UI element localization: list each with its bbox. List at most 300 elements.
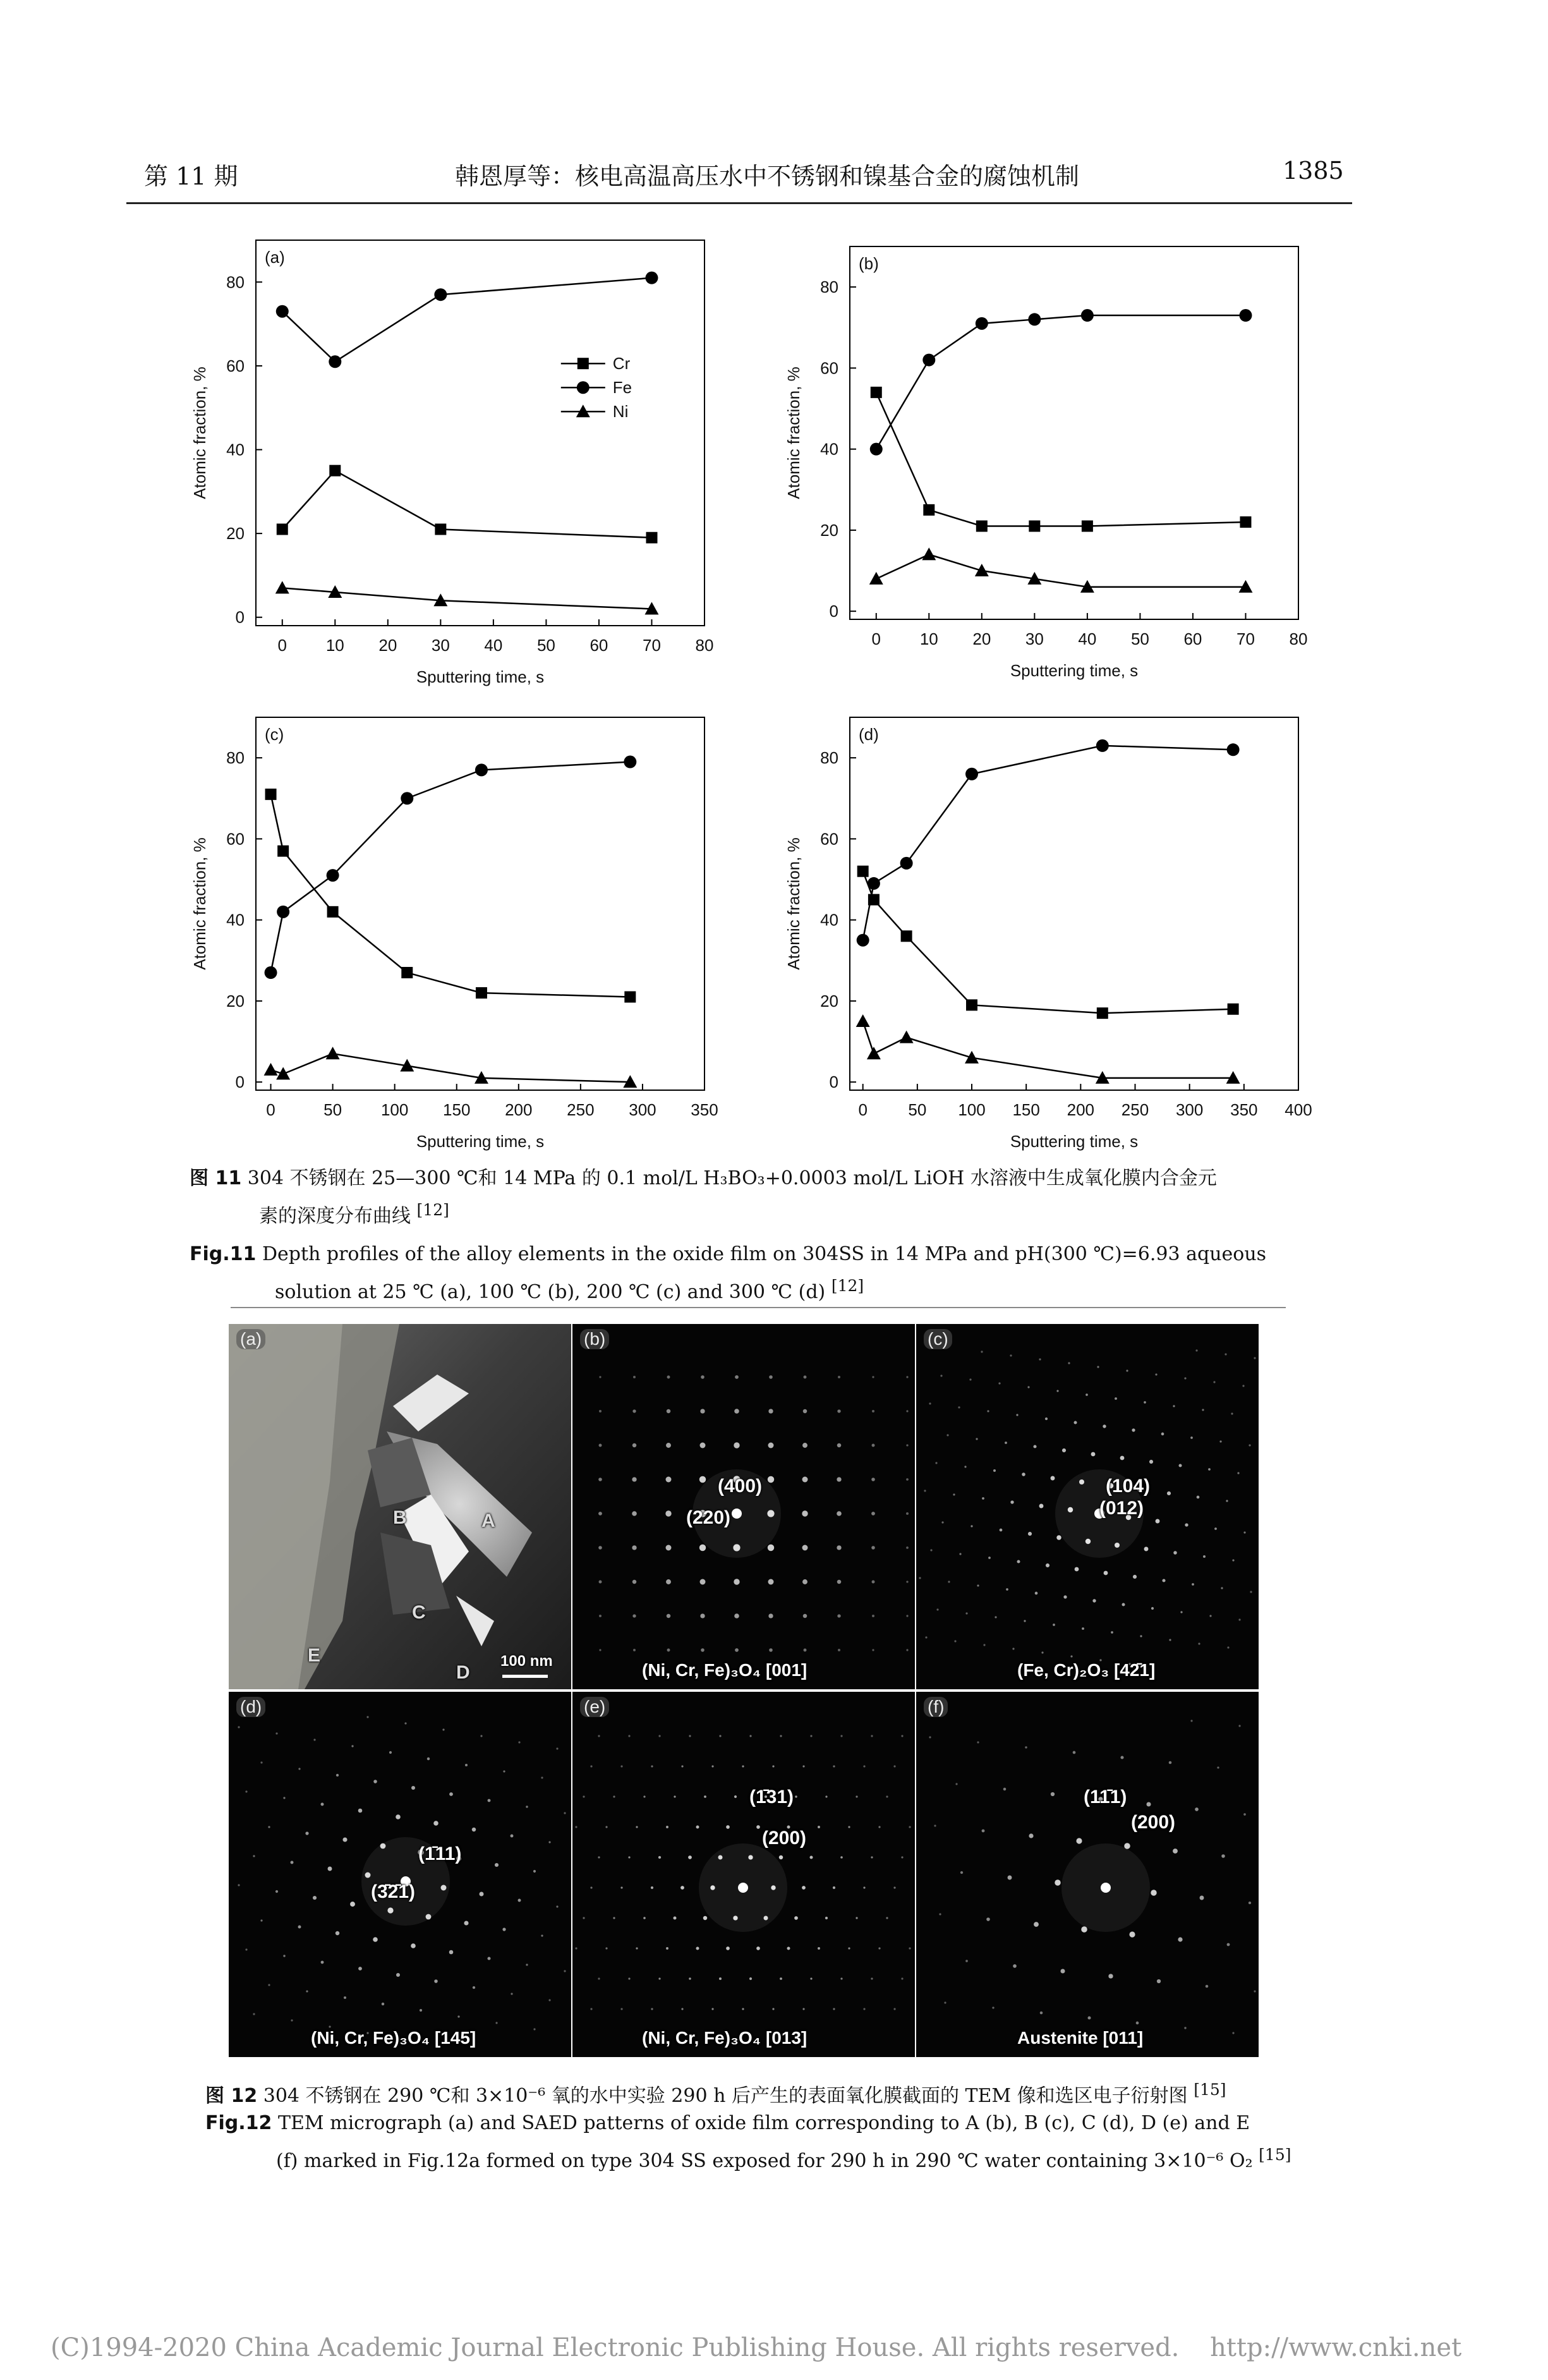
- diffraction-spot: [1133, 1575, 1137, 1579]
- diffraction-spot: [651, 1886, 653, 1889]
- diffraction-spot: [590, 2008, 592, 2010]
- diffraction-spot: [434, 1979, 437, 1982]
- series-line-ni: [271, 1053, 631, 1082]
- cnki-url[interactable]: http://www.cnki.net: [1210, 2333, 1462, 2362]
- diffraction-spot: [1178, 1464, 1182, 1467]
- diffraction-spot: [886, 1917, 888, 1919]
- diffraction-spot: [906, 1512, 909, 1515]
- diffraction-spot: [495, 1863, 499, 1867]
- x-tick-label: 150: [1012, 1100, 1040, 1119]
- diffraction-spot: [599, 1410, 602, 1412]
- diffraction-spot: [749, 1735, 751, 1737]
- copyright-footer: [51, 2333, 1461, 2362]
- diffraction-spot: [818, 1947, 820, 1950]
- diffraction-spot: [427, 1758, 430, 1760]
- diffraction-spot: [1082, 1627, 1084, 1630]
- diffraction-spot: [856, 1795, 857, 1797]
- diffraction-spot: [872, 1410, 874, 1412]
- diffraction-spot: [886, 1795, 888, 1797]
- diffraction-spot: [599, 1615, 602, 1617]
- diffraction-spot: [977, 1741, 979, 1743]
- diffraction-spot: [373, 1937, 378, 1942]
- diffraction-spot: [969, 1378, 971, 1380]
- diffraction-spot: [598, 1512, 602, 1515]
- x-tick-label: 80: [695, 636, 714, 655]
- diffraction-spot: [526, 1806, 528, 1807]
- diffraction-spot: [1250, 1591, 1252, 1593]
- plot-frame: [850, 246, 1298, 619]
- panel-label-e: (e): [580, 1697, 609, 1717]
- diffraction-spot: [674, 1795, 675, 1797]
- series-line-cr: [863, 871, 1233, 1013]
- diffraction-spot: [632, 1477, 636, 1481]
- diffraction-spot: [632, 1511, 637, 1516]
- diffraction-spot: [768, 1443, 774, 1448]
- diffraction-spot: [1178, 1937, 1182, 1941]
- diffraction-spot: [420, 2009, 422, 2012]
- diffraction-spot: [666, 1477, 672, 1483]
- diffraction-spot: [1076, 1838, 1082, 1843]
- data-point-fe: [329, 355, 341, 368]
- diffraction-spot: [1005, 1442, 1007, 1444]
- diffraction-spot: [825, 1917, 828, 1919]
- data-point-cr: [976, 521, 988, 532]
- diffraction-spot: [1132, 1428, 1135, 1431]
- data-point-ni: [275, 581, 289, 593]
- diffraction-spot: [704, 1795, 706, 1798]
- diffraction-spot: [1115, 1543, 1120, 1548]
- data-point-cr: [871, 387, 882, 398]
- diffraction-spot: [1238, 1725, 1240, 1727]
- diffraction-spots: [572, 1692, 915, 2057]
- diffraction-spot: [726, 1825, 730, 1829]
- diffraction-spot: [1213, 1381, 1215, 1383]
- diffraction-spot: [802, 1443, 807, 1448]
- x-tick-label: 40: [484, 636, 503, 655]
- diffraction-spots: [916, 1692, 1259, 2057]
- data-point-cr: [901, 930, 912, 942]
- diffraction-spot: [1221, 1587, 1223, 1589]
- fig12-en-line1: TEM micrograph (a) and SAED patterns of oxide film corresponding to A (b), B (c), C (d), D (e) and E: [277, 2112, 1250, 2134]
- diffraction-spot: [666, 1579, 671, 1584]
- fig11-en-line2: solution at 25 ℃ (a), 100 ℃ (b), 200 ℃ (c) and 300 ℃ (d): [275, 1281, 826, 1303]
- phase-label-d: (Ni, Cr, Fe)₃O₄ [145]: [311, 2028, 476, 2048]
- diffraction-spot: [658, 1977, 660, 1979]
- diffraction-spot: [1184, 2027, 1186, 2029]
- diffraction-spot: [960, 1871, 963, 1874]
- x-tick-label: 0: [277, 636, 287, 655]
- diffraction-spot: [965, 1612, 967, 1614]
- panel-label-f: (f): [924, 1697, 948, 1717]
- diffraction-spot: [1068, 1507, 1073, 1512]
- diffraction-spot: [1070, 1655, 1072, 1657]
- diffraction-spot: [803, 1614, 807, 1618]
- diffraction-spot: [768, 1579, 774, 1585]
- x-tick-label: 0: [266, 1100, 275, 1119]
- diffraction-spot: [449, 1792, 453, 1796]
- diffraction-spot: [909, 1947, 910, 1949]
- diffraction-spot: [779, 1855, 783, 1859]
- diffraction-spot: [837, 1409, 840, 1412]
- diffraction-spot: [1051, 1792, 1055, 1796]
- region-label-d: D: [456, 1662, 470, 1683]
- tem-micrograph-a: [229, 1324, 571, 1689]
- diffraction-spot: [1190, 1436, 1193, 1439]
- diffraction-spot: [382, 2003, 384, 2005]
- fig11-label-en: Fig.11: [190, 1243, 257, 1265]
- diffraction-spot: [1126, 1369, 1128, 1371]
- diffraction-spot: [1060, 1969, 1065, 1973]
- plot-frame: [850, 717, 1298, 1090]
- diffraction-spot: [590, 1886, 592, 1888]
- data-point-ni: [869, 572, 883, 585]
- diffraction-spot: [321, 1961, 324, 1964]
- diffraction-spot: [260, 1919, 262, 1921]
- data-point-ni: [264, 1063, 278, 1076]
- diffraction-spot: [238, 1884, 239, 1886]
- diffraction-spot: [564, 1970, 565, 1972]
- diffraction-spot: [1000, 1529, 1003, 1532]
- diffraction-spot: [457, 2015, 459, 2017]
- diffraction-spot: [1185, 1523, 1188, 1526]
- diffraction-spot: [794, 1916, 798, 1920]
- diffraction-spot: [472, 1828, 476, 1831]
- series-line-fe: [876, 315, 1246, 449]
- diffraction-spot: [283, 1797, 285, 1799]
- diffraction-spot: [643, 1917, 646, 1919]
- diffraction-spot: [541, 1776, 543, 1778]
- diffraction-spot: [1180, 1611, 1182, 1613]
- y-tick-label: 80: [226, 272, 245, 292]
- phase-label-c: (Fe, Cr)₂O₃ [42̄1]: [1017, 1660, 1156, 1680]
- diffraction-spot: [681, 1765, 683, 1767]
- diffraction-spot: [556, 1905, 558, 1907]
- diffraction-spot: [983, 1644, 985, 1646]
- data-point-fe: [434, 288, 447, 301]
- diffraction-spot: [620, 1765, 622, 1767]
- diffraction-spot: [1232, 2032, 1234, 2034]
- diffraction-spot: [396, 1814, 401, 1819]
- diffraction-spot: [769, 1648, 773, 1652]
- spot-label-321: (3̄2̄1): [371, 1881, 416, 1902]
- diffraction-spot: [1136, 2022, 1139, 2025]
- diffraction-spot: [1033, 1445, 1036, 1448]
- saed-pattern-b: [572, 1324, 915, 1689]
- diffraction-spot: [700, 1579, 706, 1585]
- diffraction-spot: [1208, 1468, 1211, 1471]
- diffraction-spot: [365, 1873, 371, 1878]
- data-point-fe: [900, 857, 913, 870]
- diffraction-spot: [1115, 1397, 1117, 1400]
- diffraction-spot: [1167, 1491, 1171, 1495]
- diffraction-spot: [711, 1765, 713, 1767]
- diffraction-spot: [599, 1649, 601, 1651]
- diffraction-spot: [681, 2008, 683, 2010]
- tem-image: [229, 1324, 571, 1689]
- data-point-fe: [922, 354, 935, 367]
- diffraction-spot: [583, 1917, 584, 1919]
- diffraction-spot: [260, 1761, 262, 1763]
- data-point-ni: [900, 1031, 914, 1043]
- diffraction-spot: [605, 1826, 607, 1828]
- diffraction-spot: [328, 1867, 332, 1871]
- diffraction-spot: [948, 1581, 950, 1582]
- x-tick-label: 20: [972, 629, 991, 648]
- diffraction-spot: [632, 1614, 636, 1617]
- data-point-cr: [1240, 516, 1251, 528]
- diffraction-spot: [1151, 1607, 1154, 1610]
- diffraction-spot: [1073, 1751, 1076, 1754]
- x-tick-label: 100: [958, 1100, 986, 1119]
- data-point-fe: [475, 763, 488, 776]
- diffraction-spot: [719, 1977, 722, 1980]
- y-tick-label: 0: [829, 1072, 838, 1092]
- diffraction-spot: [275, 1732, 277, 1734]
- spot-label-220: (220): [686, 1507, 731, 1528]
- diffraction-spot: [1120, 1756, 1123, 1759]
- fig12-en-line2: (f) marked in Fig.12a formed on type 304 SS exposed for 290 h in 290 ℃ water containing 3×10⁻⁶ O₂: [276, 2150, 1253, 2172]
- diffraction-spot: [1091, 1452, 1096, 1457]
- series-line-cr: [282, 471, 652, 538]
- diffraction-spot: [1056, 1535, 1061, 1540]
- y-tick-label: 0: [829, 602, 838, 621]
- diffraction-spot: [1249, 1902, 1251, 1904]
- diffraction-spot: [901, 1856, 903, 1858]
- diffraction-spot: [1217, 1766, 1219, 1768]
- diffraction-spot: [946, 1434, 948, 1436]
- fig11-label-cn: 图 11: [190, 1167, 242, 1189]
- diffraction-spot: [981, 1351, 983, 1352]
- diffraction-spot: [992, 2007, 994, 2008]
- diffraction-spot: [1022, 1472, 1025, 1476]
- diffraction-spot: [769, 1375, 773, 1379]
- diffraction-spot: [958, 1406, 960, 1408]
- diffraction-spot: [840, 1977, 842, 1979]
- diffraction-spot: [1161, 1433, 1164, 1436]
- diffraction-spot: [871, 1735, 873, 1737]
- diffraction-spot: [734, 1613, 739, 1618]
- diffraction-spot: [1156, 1519, 1160, 1524]
- diffraction-spot: [1243, 1813, 1246, 1816]
- diffraction-spot: [667, 1409, 671, 1414]
- diffraction-spot: [734, 1795, 737, 1798]
- diffraction-spot: [620, 2008, 622, 2010]
- spot-label-131: (1̄31): [749, 1787, 794, 1807]
- diffraction-spot: [342, 1837, 347, 1842]
- x-tick-label: 50: [324, 1100, 342, 1119]
- diffraction-spot: [833, 1765, 835, 1767]
- diffraction-spot: [1003, 1788, 1007, 1791]
- diffraction-spot: [1016, 1414, 1018, 1416]
- diffraction-spot: [575, 1826, 577, 1828]
- diffraction-spot: [298, 1926, 301, 1929]
- diffraction-spot: [533, 2028, 535, 2030]
- diffraction-spot: [726, 1946, 730, 1950]
- diffraction-spot: [719, 1735, 721, 1737]
- x-tick-label: 350: [1230, 1100, 1258, 1119]
- diffraction-spot: [666, 1443, 671, 1448]
- diffraction-spot: [620, 1886, 622, 1888]
- spot-label-400: (400): [718, 1476, 763, 1497]
- diffraction-spot: [768, 1613, 773, 1618]
- diffraction-spot: [503, 1770, 505, 1772]
- diffraction-spot: [518, 1899, 521, 1902]
- diffraction-spot: [733, 1544, 740, 1551]
- diffraction-spot: [930, 1549, 932, 1551]
- diffraction-spot: [909, 1826, 910, 1828]
- diffraction-spot: [1085, 1393, 1088, 1396]
- diffraction-spot: [837, 1545, 841, 1550]
- diffraction-spot: [893, 1886, 895, 1888]
- diffraction-spot: [291, 1861, 294, 1864]
- diffraction-spot: [1227, 1646, 1229, 1648]
- diffraction-spot: [658, 1735, 660, 1737]
- diffraction-spot: [268, 1826, 270, 1828]
- diffraction-spot: [1103, 1424, 1106, 1428]
- diffraction-spot: [953, 1493, 955, 1495]
- diffraction-spot: [598, 1546, 602, 1550]
- diffraction-spot: [995, 1616, 996, 1618]
- diffraction-spot: [1155, 1373, 1157, 1375]
- panel-label-d: (d): [236, 1697, 265, 1717]
- diffraction-spot: [838, 1649, 840, 1651]
- diffraction-spot: [929, 1402, 931, 1404]
- diffraction-spot: [1232, 1559, 1234, 1561]
- diffraction-spot: [541, 1934, 543, 1936]
- diffraction-spot: [1104, 1571, 1108, 1576]
- diffraction-spot: [1195, 1807, 1199, 1811]
- y-tick-label: 60: [226, 356, 245, 375]
- diffraction-spot: [473, 1986, 475, 1989]
- diffraction-spot: [1219, 1440, 1221, 1442]
- diffraction-spot: [934, 1824, 936, 1826]
- diffraction-spot: [993, 1469, 996, 1472]
- x-tick-label: 350: [691, 1100, 718, 1119]
- diffraction-spot: [1092, 1599, 1096, 1602]
- diffraction-spot: [1120, 1456, 1125, 1460]
- y-tick-label: 40: [820, 439, 838, 459]
- data-point-fe: [277, 906, 289, 918]
- region-label-e: E: [308, 1645, 321, 1666]
- diffraction-spot: [433, 1821, 438, 1826]
- data-point-fe: [1239, 309, 1252, 322]
- diffraction-spot: [940, 1375, 942, 1376]
- diffraction-spot: [426, 1914, 432, 1920]
- spot-label-104: (104): [1106, 1476, 1151, 1497]
- diffraction-spot: [1039, 1504, 1044, 1509]
- x-tick-label: 60: [1183, 629, 1202, 648]
- diffraction-spot: [1024, 1620, 1025, 1622]
- diffraction-spot: [564, 1812, 565, 1814]
- diffraction-spot: [1214, 1527, 1217, 1530]
- diffraction-spot: [924, 1490, 926, 1491]
- data-point-fe: [624, 756, 636, 768]
- diffraction-spot: [1041, 1651, 1043, 1653]
- diffraction-spot: [939, 1913, 941, 1915]
- diffraction-spot: [253, 1855, 255, 1857]
- diffraction-spot: [871, 1546, 875, 1550]
- data-point-cr: [327, 906, 339, 918]
- diffraction-spot: [872, 1649, 874, 1651]
- diffraction-spot: [313, 1739, 315, 1740]
- diffraction-spot: [253, 2013, 255, 2015]
- diffraction-spot: [667, 1649, 670, 1652]
- diffraction-spot: [699, 1545, 706, 1551]
- data-point-fe: [1096, 739, 1109, 752]
- diffraction-spot: [613, 1795, 615, 1797]
- diffraction-spot: [718, 1855, 723, 1860]
- diffraction-spot: [700, 1409, 704, 1413]
- data-point-ni: [276, 1067, 290, 1079]
- data-point-ni: [922, 547, 936, 560]
- data-point-cr: [265, 789, 277, 800]
- diffraction-spot: [1197, 1496, 1200, 1499]
- diffraction-spot: [848, 1947, 850, 1949]
- y-tick-label: 80: [226, 748, 245, 768]
- diffraction-spot: [1010, 1354, 1012, 1356]
- y-tick-label: 20: [226, 524, 245, 543]
- legend-marker: [577, 381, 590, 394]
- diffraction-spot: [306, 1990, 308, 1992]
- saed-pattern-d: [229, 1692, 571, 2057]
- diffraction-spot: [1063, 1595, 1067, 1598]
- y-tick-label: 40: [226, 910, 245, 930]
- diffraction-spot: [756, 1825, 760, 1829]
- diffraction-spot: [925, 1636, 927, 1638]
- spot-label-111: (11̄1): [1084, 1787, 1127, 1807]
- diffraction-spot: [982, 1497, 984, 1500]
- diffraction-spot: [749, 1977, 752, 1980]
- fig11-en-ref: [12]: [831, 1277, 864, 1295]
- series-line-fe: [271, 762, 631, 973]
- data-point-ni: [965, 1051, 979, 1064]
- diffraction-spot: [396, 1973, 400, 1977]
- x-tick-label: 250: [567, 1100, 595, 1119]
- diffraction-spot: [404, 1722, 406, 1724]
- diffraction-spot: [673, 1916, 676, 1919]
- data-point-fe: [645, 272, 658, 284]
- diffraction-spot: [636, 1947, 638, 1949]
- x-tick-label: 150: [443, 1100, 471, 1119]
- diffraction-spot: [856, 1917, 857, 1919]
- diffraction-spot: [1209, 1615, 1211, 1617]
- data-point-cr: [1097, 1007, 1108, 1019]
- page-number: 1385: [1283, 157, 1344, 185]
- diffraction-spot: [971, 1525, 972, 1527]
- diffraction-spot: [689, 1735, 691, 1737]
- diffraction-spot: [1053, 1624, 1055, 1626]
- diffraction-spot: [901, 1977, 903, 1979]
- phase-label-e: (Ni, Cr, Fe)₃O₄ [013]: [642, 2028, 807, 2048]
- diffraction-spot: [1055, 1879, 1060, 1885]
- diffraction-spot: [575, 1947, 577, 1949]
- data-point-cr: [923, 504, 934, 516]
- diffraction-spot: [628, 1977, 630, 1979]
- diffraction-spot: [633, 1649, 636, 1651]
- diffraction-spot: [1124, 1843, 1130, 1849]
- diffraction-spot: [810, 1977, 812, 1979]
- diffraction-spot: [833, 2008, 835, 2010]
- diffraction-spot: [598, 1977, 600, 1979]
- data-point-fe: [1028, 313, 1041, 325]
- diffraction-spot: [533, 1870, 536, 1873]
- diffraction-spot: [599, 1444, 602, 1447]
- data-point-ni: [326, 1047, 340, 1059]
- data-point-cr: [277, 846, 289, 857]
- diffraction-spot: [1227, 1943, 1230, 1946]
- diffraction-spot: [298, 1768, 300, 1770]
- diffraction-spot: [666, 1826, 668, 1828]
